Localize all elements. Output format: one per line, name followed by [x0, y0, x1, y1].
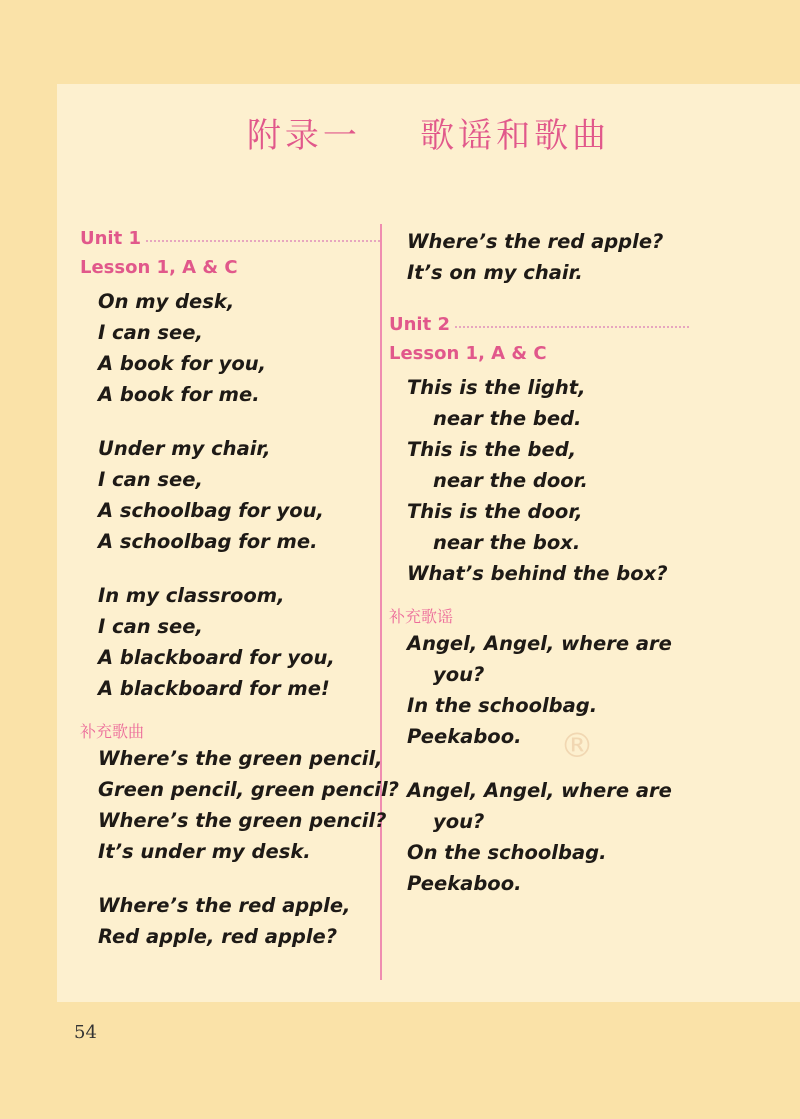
page-title: 附录一 歌谣和歌曲: [246, 116, 611, 156]
unit-heading: [389, 312, 689, 336]
lyric-line: I can see,: [98, 468, 203, 491]
lyric-line: A blackboard for me!: [98, 677, 330, 700]
stanza: [80, 580, 380, 704]
unit-label: Unit 2: [389, 313, 450, 335]
lyric-line: Where’s the red apple,: [98, 894, 351, 917]
stanza: [389, 775, 689, 899]
supplement-label: 补充歌曲: [80, 722, 145, 741]
lyric-line: It’s under my desk.: [98, 840, 311, 863]
stanza: [80, 286, 380, 410]
lyric-line: Red apple, red apple?: [98, 925, 338, 948]
supplement-label: 补充歌谣: [389, 607, 454, 626]
lyric-line: In my classroom,: [98, 584, 285, 607]
lyric-line: Green pencil, green pencil?: [98, 778, 399, 801]
stanza: [80, 433, 380, 557]
lyric-line: A book for me.: [98, 383, 260, 406]
stanza: [80, 890, 380, 952]
stanza: [389, 628, 689, 752]
lyric-line: This is the door,: [407, 500, 583, 523]
lesson-heading: Lesson 1, A & C: [389, 343, 547, 364]
unit-label: Unit 1: [80, 227, 141, 249]
lyric-line: you?: [433, 810, 485, 833]
lyric-line: near the bed.: [433, 407, 582, 430]
stanza: [389, 372, 689, 589]
left-column: [80, 226, 399, 952]
lyric-line: A book for you,: [98, 352, 267, 375]
lyric-line: It’s on my chair.: [407, 261, 583, 284]
dotted-rule: [146, 240, 380, 242]
lyric-line: A blackboard for you,: [98, 646, 335, 669]
lyric-line: Angel, Angel, where are: [407, 632, 672, 655]
column-divider: [380, 224, 382, 980]
lyric-line: Where’s the green pencil?: [98, 809, 387, 832]
lyric-line: A schoolbag for you,: [98, 499, 324, 522]
lyric-line: Under my chair,: [98, 437, 271, 460]
page-number: 54: [74, 1022, 97, 1043]
lyric-line: Where’s the red apple?: [407, 230, 664, 253]
lyric-line: On my desk,: [98, 290, 235, 313]
lyric-line: This is the light,: [407, 376, 586, 399]
lyric-line: Angel, Angel, where are: [407, 779, 672, 802]
lesson-heading: Lesson 1, A & C: [80, 257, 238, 278]
lyric-line: near the door.: [433, 469, 588, 492]
lyric-line: I can see,: [98, 321, 203, 344]
lyric-line: In the schoolbag.: [407, 694, 598, 717]
lyric-line: near the box.: [433, 531, 581, 554]
lyric-line: Peekaboo.: [407, 872, 522, 895]
right-column: [389, 226, 689, 899]
stanza: [389, 226, 689, 288]
lyric-line: Peekaboo.: [407, 725, 522, 748]
lyric-line: What’s behind the box?: [407, 562, 668, 585]
lyric-line: I can see,: [98, 615, 203, 638]
lyric-line: Where’s the green pencil,: [98, 747, 383, 770]
registered-watermark: ®: [560, 726, 594, 766]
lyric-line: A schoolbag for me.: [98, 530, 318, 553]
lyric-line: you?: [433, 663, 485, 686]
stanza: [80, 743, 399, 867]
dotted-rule: [455, 326, 689, 328]
lyric-line: On the schoolbag.: [407, 841, 607, 864]
lyric-line: This is the bed,: [407, 438, 577, 461]
unit-heading: [80, 226, 380, 250]
